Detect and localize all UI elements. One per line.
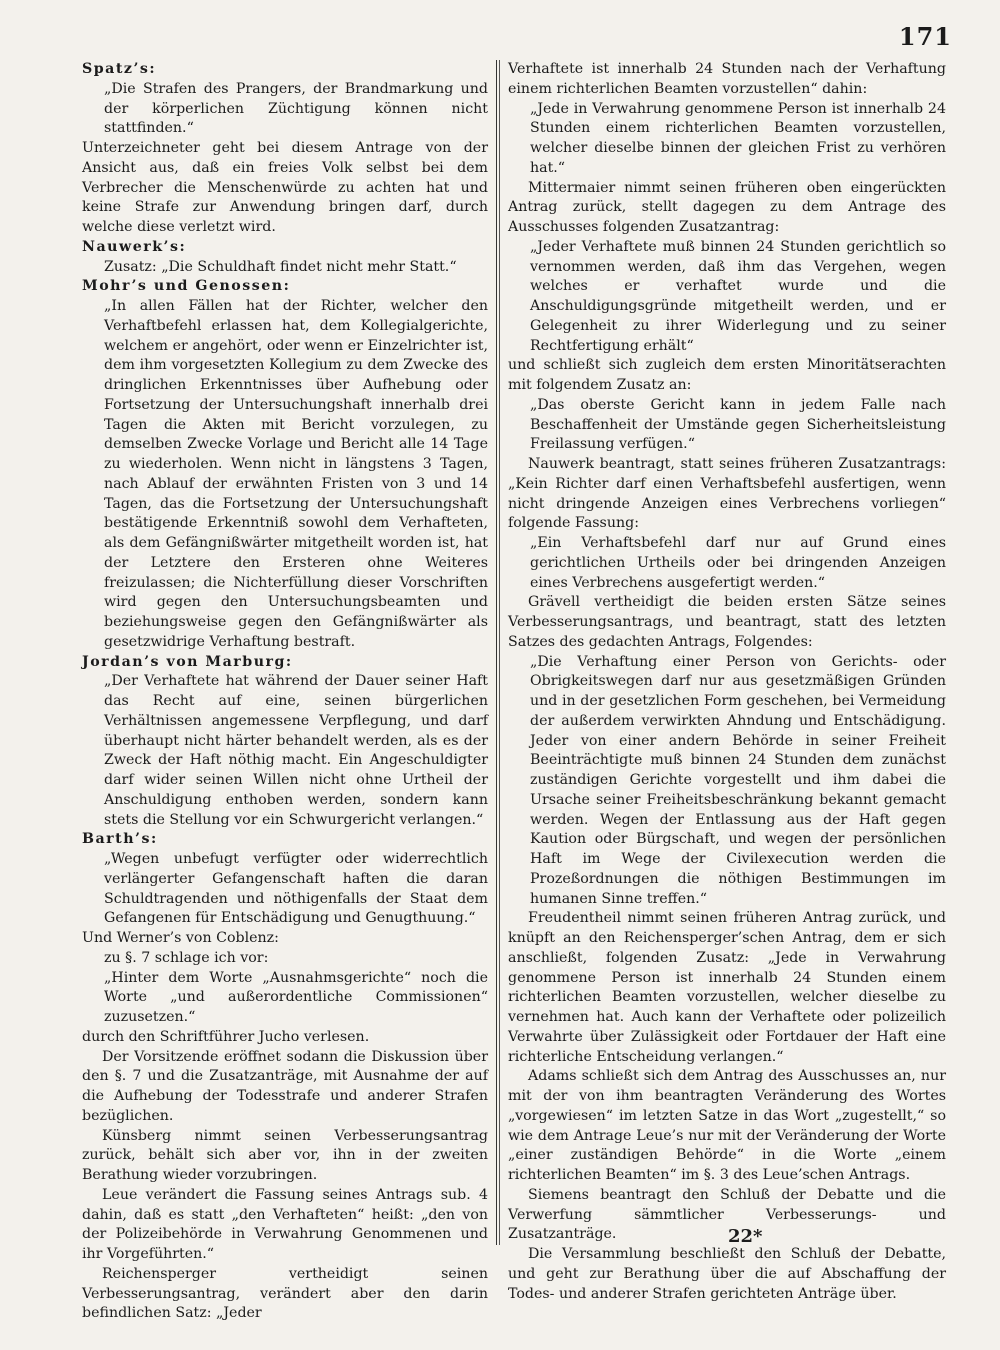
paragraph: zu §. 7 schlage ich vor: (104, 949, 269, 966)
paragraph: Barth’s: (82, 831, 158, 848)
paragraph: Der Vorsitzende eröffnet sodann die Diskussion über den §. 7 und die Zusatzanträge, mit Ausnahme der auf die Aufhebung der Todesstrafe und anderer Strafen bezüglichen. (82, 1048, 488, 1124)
paragraph: Unterzeichneter geht bei diesem Antrage von der Ansicht aus, daß ein freies Volk selbst bei dem Verbrecher die Menschenwürde zu achten hat und keine Strafe zur Anwendung bringen darf, durch welche diese verletzt wird. (82, 140, 488, 235)
paragraph: „Die Verhaftung einer Person von Gerichts- oder Obrigkeitswegen darf nur aus gesetzmäßigen Gründen und in der gesetzlichen Form geschehen, bei Vermeidung der außerdem verwirkten Ahndung und Entschädigung. Jeder von einer andern Behörde in seiner Freiheit Beeinträchtigte muß binnen 24 Stunden dem zunächst zuständigen Gerichte vorgestellt und ihm dabei die Ursache seiner Freiheitsbeschränkung bekannt gemacht werden. Wegen der Entlassung aus der Haft gegen Kaution oder Bürgschaft, und wegen der persönlichen Haft im Wege der Civilexecution werden die Prozeßordnungen die nöthigen Bestimmungen im humanen Sinne treffen.“ (530, 653, 946, 907)
paragraph: „Die Strafen des Prangers, der Brandmarkung und der körperlichen Züchtigung können nicht stattfinden.“ (104, 80, 488, 137)
signature-mark: 22* (728, 1226, 763, 1247)
paragraph: Nauwerk’s: (82, 238, 187, 255)
paragraph: Adams schließt sich dem Antrag des Ausschusses an, nur mit der von ihm beantragten Veränderung des Wortes „vorgewiesen“ im letzten Satze in das Wort „zugestellt,“ so wie dem Antrage Leue’s nur mit der Veränderung der Worte „einer zuständigen Behörde“ in die Worte „einem richterlichen Beamten“ im §. 3 des Leue’schen Antrags. (508, 1068, 946, 1183)
paragraph: Mohr’s und Genossen: (82, 278, 291, 295)
paragraph: „Jeder Verhaftete muß binnen 24 Stunden gerichtlich so vernommen werden, daß ihm das Vergehen, wegen welches er verhaftet wurde und die Anschuldigungsgründe mitgetheilt werden, und er Gelegenheit zu ihrer Widerlegung und zu seiner Rechtfertigung erhält“ (530, 238, 946, 354)
page-number: 171 (898, 22, 952, 51)
paragraph: Mittermaier nimmt seinen früheren oben eingerückten Antrag zurück, stellt dagegen zu dem Antrage des Ausschusses folgenden Zusatzantrag: (508, 179, 946, 235)
paragraph: durch den Schriftführer Jucho verlesen. (82, 1028, 370, 1045)
paragraph: „Wegen unbefugt verfügter oder widerrechtlich verlängerter Gefangenschaft haften die daran Schuldtragenden und nöthigenfalls der Staat dem Gefangenen für Entschädigung und Genugthuung.“ (104, 851, 488, 927)
paragraph: und schließt sich zugleich dem ersten Minoritätserachten mit folgendem Zusatz an: (508, 357, 946, 393)
paragraph: „In allen Fällen hat der Richter, welcher den Verhaftbefehl erlassen hat, dem Kollegialgerichte, welchem er angehört, oder wenn er Einzelrichter ist, dem ihm vorgesetzten Kollegium zu dem Zwecke des dringlichen Erkenntnisses über Aufhebung oder Fortsetzung der Untersuchungshaft innerhalb drei Tagen die Akten mit Bericht vorzulegen, zu demselben Zwecke Vorlage und Bericht alle 14 Tage zu wiederholen. Wenn nicht in längstens 3 Tagen, nach Ablauf der erwähnten Fristen von 3 und 14 Tagen, das die Fortsetzung der Untersuchungshaft bestätigende Erkenntniß sowohl dem Verhafteten, als dem Gefängnißwärter mitgetheilt worden ist, hat der Letztere den Ersteren ohne Weiteres freizulassen; die Nichterfüllung dieser Vorschriften wird gegen den Untersuchungsbeamten und beziehungsweise gegen den Gefängnißwärter als gesetzwidrige Verhaftung bestraft. (104, 298, 488, 650)
paragraph: Zusatz: „Die Schuldhaft findet nicht mehr Statt.“ (104, 258, 457, 275)
paragraph: Leue verändert die Fassung seines Antrags sub. 4 dahin, daß es statt „den Verhafteten“ heißt: „den von der Polizeibehörde in Verwahrung Genommenen und ihr Vorgeführten.“ (82, 1186, 488, 1262)
paragraph: Die Versammlung beschließt den Schluß der Debatte, und geht zur Berathung über die auf Abschaffung der Todes- und anderer Strafen gerichteten Anträge über. (508, 1246, 946, 1302)
paragraph: Und Werner’s von Coblenz: (82, 930, 279, 946)
paragraph: Freudentheil nimmt seinen früheren Antrag zurück, und knüpft an den Reichensperger’schen Antrag, dem er sich anschließt, folgenden Zusatz: „Jede in Verwahrung genommene Person ist innerhalb 24 Stunden einem richterlichen Beamten vorzustellen, welcher dieselbe zu vernehmen hat. Auch kann der Verhaftete oder polizeilich Verwahrte über Zulässigkeit oder Fortdauer der Haft eine richterliche Entscheidung verlangen.“ (508, 910, 946, 1065)
right-column (508, 60, 946, 1304)
paragraph: Spatz’s: (82, 61, 157, 77)
paragraph: Nauwerk beantragt, statt seines früheren Zusatzantrags: „Kein Richter darf einen Verhaftsbefehl ausfertigen, wenn nicht dringende Anzeigen eines Verbrechens vorliegen“ folgende Fassung: (508, 456, 946, 532)
paragraph: „Der Verhaftete hat während der Dauer seiner Haft das Recht auf eine, seinen bürgerlichen Verhältnissen angemessene Verpflegung, und darf überhaupt nicht härter behandelt werden, als es der Zweck der Haft nöthig macht. Ein Angeschuldigter darf wider seinen Willen nicht ohne Urtheil der Anschuldigung enthoben werden, sondern kann stets die Stellung vor ein Schwurgericht verlangen.“ (104, 673, 488, 828)
paragraph: „Hinter dem Worte „Ausnahmsgerichte“ noch die Worte „und außerordentliche Commissionen“ zuzusetzen.“ (104, 969, 488, 1025)
paragraph: „Jede in Verwahrung genommene Person ist innerhalb 24 Stunden einem richterlichen Beamten vorzustellen, welcher dieselbe binnen der gleichen Frist zu verhören hat.“ (530, 100, 946, 176)
paragraph: Siemens beantragt den Schluß der Debatte und die Verwerfung sämmtlicher Verbesserungs- und Zusatzanträge. (508, 1186, 946, 1243)
paragraph: „Ein Verhaftsbefehl darf nur auf Grund eines gerichtlichen Urtheils oder bei dringenden Anzeigen eines Verbrechens ausgefertigt werden.“ (530, 535, 946, 591)
paragraph: Künsberg nimmt seinen Verbesserungsantrag zurück, behält sich aber vor, ihn in der zweiten Berathung wieder vorzubringen. (82, 1127, 488, 1183)
left-column (82, 60, 488, 1324)
paragraph: Jordan’s von Marburg: (82, 653, 293, 670)
paragraph: Reichensperger vertheidigt seinen Verbesserungsantrag, verändert aber den darin befindlichen Satz: „Jeder (82, 1265, 488, 1322)
paragraph: „Das oberste Gericht kann in jedem Falle nach Beschaffenheit der Umstände gegen Sicherheitsleistung Freilassung verfügen.“ (530, 396, 946, 453)
paragraph: Verhaftete ist innerhalb 24 Stunden nach der Verhaftung einem richterlichen Beamten vorzustellen“ dahin: (508, 61, 946, 97)
column-divider (496, 60, 497, 1245)
paragraph: Grävell vertheidigt die beiden ersten Sätze seines Verbesserungsantrags, und beantragt, statt des letzten Satzes des gedachten Antrags, Folgendes: (508, 594, 946, 650)
